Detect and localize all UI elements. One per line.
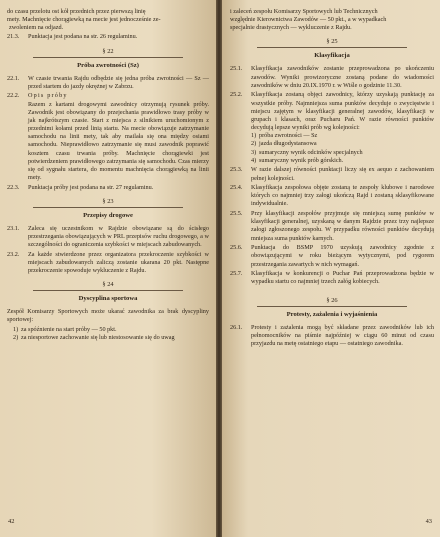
- text-line: specjalnie drastycznych — wykluczenie z Rajdu.: [230, 24, 352, 32]
- right-page: [222, 0, 440, 537]
- divider: [33, 290, 183, 291]
- paragraph-text: Zespół Komisarzy Sportowych może ukarać zawodnika za brak dyscypliny sportowej:: [7, 308, 209, 324]
- left-page: [0, 0, 216, 537]
- paragraph-number: 25.2.: [230, 91, 243, 99]
- paragraph-25-2: [230, 91, 434, 132]
- section-number: § 24: [102, 281, 114, 289]
- list-item-number: 2): [251, 140, 257, 148]
- paragraph-text: Punktacja jest podana na str. 26 regulaminu.: [28, 33, 138, 41]
- list-item: [251, 157, 434, 165]
- divider: [257, 47, 407, 48]
- list-item-text: za spóźnienie na start próby — 50 pkt.: [21, 325, 117, 333]
- paragraph-text: Klasyfikacja zespołowa objęte zostaną te zespoły klubowe i narodowe których co najmniej trzy załogi ukończą Rajd i zostaną sklasyfikowane indywidualnie.: [251, 184, 434, 208]
- paragraph-number: 25.5.: [230, 210, 243, 218]
- paragraph-number: 25.1.: [230, 65, 243, 73]
- page-number: 42: [8, 518, 15, 525]
- list-item-text: jazda długodystansowa: [259, 140, 317, 148]
- text-line: mety. Machnięcie chorągiewką na mecie jest jednocześnie ze-: [7, 16, 161, 24]
- paragraph-text: Klasyfikacja w konkurencji o Puchar Pań przeprowadzona będzie w wypadku startu co najmniej trzech załóg kobiecych.: [251, 270, 434, 286]
- paragraph-25-5: [230, 210, 434, 243]
- penalty-list: [7, 326, 209, 342]
- list-item: [13, 326, 209, 334]
- paragraph-number: 21.3.: [7, 33, 20, 41]
- section-title: Przepisy drogowe: [83, 211, 133, 219]
- paragraph-number: 23.1.: [7, 224, 20, 232]
- paragraph-text: Zaleca się uczestnikom w Rajdzie obowiązane są do ścisłego przestrzegania obowiązujących w PRL przepisów ruchu drogowego, a w szczególności do ograniczenia szybkości w miejscach zabudowanych.: [28, 224, 209, 249]
- text-line: względnie Kierownictwa Zawodów — 50 pkt., a w wypadkach: [230, 16, 387, 24]
- paragraph-number: 22.3.: [7, 183, 20, 191]
- list-item-number: 1): [251, 132, 257, 140]
- section-number: § 23: [102, 197, 114, 205]
- paragraph-25-1: [230, 65, 434, 89]
- paragraph-22-3: [7, 184, 209, 192]
- tiebreak-list: [230, 132, 434, 165]
- paragraph-text: Protesty i zażalenia mogą być składane przez zawodników lub ich pełnomocników na piśmie najpóźniej w ciągu 60 minut od czasu przyjazdu na metę ostatniego etapu — ostatniego zawodnika.: [251, 323, 434, 347]
- section-title: Próba zwrotności (Sz): [77, 61, 139, 69]
- divider: [257, 306, 407, 307]
- text-line: i zaleceń zespołu Komisarzy Sportowych lub Technicznych: [230, 8, 378, 15]
- paragraph-number: 25.6.: [230, 244, 243, 252]
- paragraph-number: 26.1.: [230, 323, 243, 331]
- list-item-number: 1): [13, 325, 19, 333]
- list-item: [251, 140, 434, 148]
- list-item-text: za niesportowe zachowanie się lub niestosowanie się do uwag: [21, 333, 175, 341]
- paragraph-23-1: [7, 225, 209, 249]
- paragraph-text: W czasie trwania Rajdu odbędzie się jedna próba zwrotności — Sz — przed startem do jazdy okrężnej w Zabrzu.: [28, 74, 209, 90]
- list-item: [251, 132, 434, 140]
- list-item: [251, 149, 434, 157]
- paragraph-25-7: [230, 270, 434, 286]
- paragraph-text: Przy klasyfikacji zespołów przyjmuje się mniejszą sumę punktów w klasyfikacji generalnej, uzyskaną w danym Rajdzie przez trzy najlepsze załogi zgłoszonego zespołu. W przypadku równości punktów decydują mniejsza suma punktów karnych.: [251, 210, 434, 242]
- paragraph-text: Klasyfikacja zawodników zostanie przeprowadzona po ukończeniu zawodów. Wyniki prowizoryczne zostaną podane do wiadomości zawodników w dniu 20.IX.1970 r. w Wiśle o godzinie 11.30.: [251, 65, 434, 89]
- list-item: [13, 334, 209, 342]
- paragraph-22-2: [7, 92, 209, 100]
- paragraph-text: Za każde stwierdzone przez organizatora przekroczenie szybkości w miejscach zabudowanych zaliczą zostanie ukarana 20 pkt. Następne przekroczenie spowoduje wykluczenie z Rajdu.: [28, 250, 209, 275]
- paragraph-text: Punktacja próby jest podana na str. 27 regulaminu.: [28, 183, 154, 191]
- paragraph-number: 25.7.: [230, 270, 243, 278]
- paragraph-text: Klasyfikacja zostaną objęci zawodnicy, którzy uzyskają punktację za wszystkie próby. Najmniejsza suma punktów decyduje o zwycięstwie i miejscu zajętym w klasyfikacji generalnej zawodów, klasyfikacji w grupach i klasach, oraz Pucharu Pań. W razie równości punktów decydują lepsze wyniki prób wg kolejności:: [251, 91, 434, 132]
- paragraph-21-3: [7, 33, 209, 41]
- text-line: zwoleniem na odjazd.: [9, 24, 64, 32]
- paragraph-22-2-body: [7, 101, 209, 183]
- paragraph-25-6: [230, 244, 434, 268]
- section-number: § 22: [102, 47, 114, 55]
- paragraph-23-2: [7, 251, 209, 275]
- list-item-text: sumaryczny wynik prób górskich.: [259, 156, 344, 164]
- list-item-number: 2): [13, 333, 19, 341]
- section-number: § 25: [326, 38, 338, 46]
- list-item-number: 3): [251, 148, 257, 156]
- section-title: Dyscyplina sportowa: [78, 295, 138, 303]
- paragraph-25-3: [230, 166, 434, 182]
- paragraph-number: 25.3.: [230, 166, 243, 174]
- list-item-number: 4): [251, 156, 257, 164]
- section-number: § 26: [326, 296, 338, 304]
- paragraph-text: Razem z kartami drogowymi zawodnicy otrzymują rysunek próby. Zawodnik jest obowiązany do przejechania prawidłowo trasy próby w jak najkrótszym czasie. Start z miejsca z silnikiem uruchomionym z przednimi kołami przed linią startu. Na mecie obowiązuje zatrzymanie samochodu na linii mety, tak aby mailała się ona między osiami samochodu. Nieprawidłowo zatrzymanie się musi zawodnik poprawić kosztem czasu trwania próby. Machnięcie chorągiewki jest potwierdzeniem prawidłowego zatrzymania się samochodu. Czas mierzy się od sygnału startera, do momentu machnięcia chorągiewką na linii mety.: [28, 100, 209, 181]
- divider: [33, 207, 183, 208]
- section-title: Klasyfikacja: [314, 52, 350, 60]
- list-item-text: sumaryczny wynik odcinków specjalnych: [259, 148, 363, 156]
- paragraph-26-1: [230, 324, 434, 348]
- paragraph-number: 22.2.: [7, 92, 20, 100]
- paragraph-number: 22.1.: [7, 74, 20, 82]
- paragraph-22-1: [7, 75, 209, 91]
- text-line: do czasu przelotu ost kół przednich przez pierwszą linię: [7, 8, 146, 15]
- paragraph-text: W razie dalszej równości punktacji liczy się ex aequo z zachowaniem pełnej kolejności.: [251, 166, 434, 182]
- paragraph-heading: Opis próby: [28, 92, 68, 100]
- paragraph-text: Punktacja do BSMP 1970 uzyskują zawodnicy zgodnie z obowiązującymi w roku bieżącym wytycznymi, pod rygorem przestrzegania zawartych w nich wymagań.: [251, 244, 434, 268]
- paragraph-25-4: [230, 184, 434, 208]
- paragraph-number: 23.2.: [7, 250, 20, 258]
- list-item-text: próba zwrotności — Sz: [259, 132, 318, 140]
- paragraph-number: 25.4.: [230, 184, 243, 192]
- section-title: Protesty, zażalenia i wyjaśnienia: [286, 310, 378, 318]
- page-number: 43: [425, 518, 432, 525]
- divider: [33, 57, 183, 58]
